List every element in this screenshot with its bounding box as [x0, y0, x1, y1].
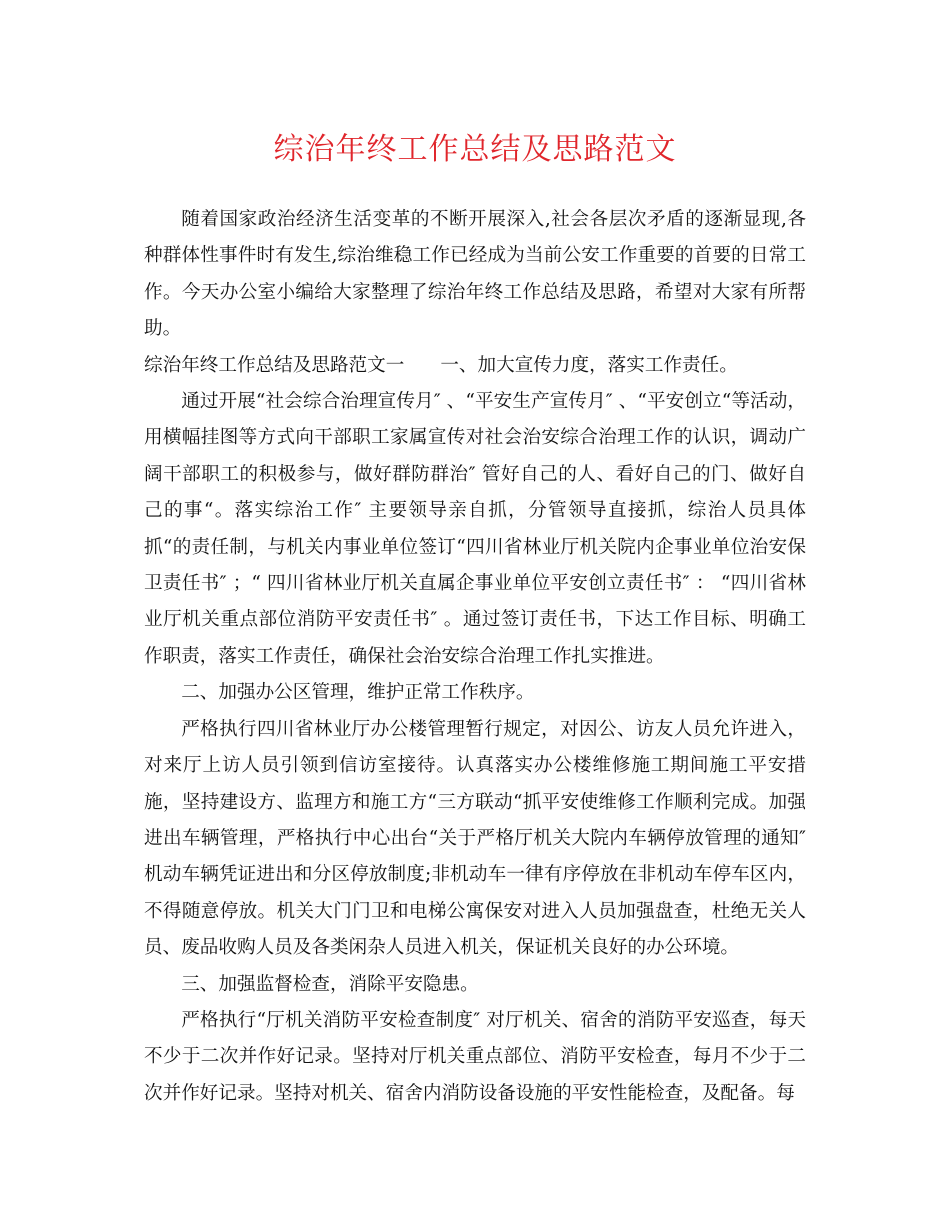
section3-heading: 三、加强监督检查，消除平安隐患。 [181, 973, 479, 995]
document-title: 综治年终工作总结及思路范文 [273, 132, 677, 167]
section3-paragraph: 严格执行“厅机关消防平安检查制度″ 对厅机关、宿舍的消防平安巡查，每天不少于二次并作好记录。坚持对厅机关重点部位、消防平安检查，每月不少于二次并作好记录。坚持对机关、宿舍内消防设备设施的平安性能检查，及配备。每 [144, 1009, 806, 1104]
sample-heading-line [144, 348, 806, 384]
document-body [144, 202, 806, 1112]
section2-heading: 二、加强办公区管理，维护正常工作秩序。 [181, 682, 535, 704]
section2-paragraph: 严格执行四川省林业厅办公楼管理暂行规定，对因公、访友人员允许进入，对来厅上访人员引领到信访室接待。认真落实办公楼维修施工期间施工平安措施，坚持建设方、监理方和施工方“三方联动“抓平安使维修工作顺利完成。加强进出车辆管理，严格执行中心出台“关于严格厅机关大院内车辆停放管理的通知″ 机动车辆凭证进出和分区停放制度;非机动车一律有序停放在非机动车停车区内，不得随意停放。机关大门门卫和电梯公寓保安对进入人员加强盘查，杜绝无关人员、废品收购人员及各类闲杂人员进入机关，保证机关良好的办公环境。 [144, 718, 806, 959]
intro-paragraph: 随着国家政治经济生活变革的不断开展深入,社会各层次矛盾的逐渐显现,各种群体性事件时有发生,综治维稳工作已经成为当前公安工作重要的首要的日常工作。今天办公室小编给大家整理了综治年终工作总结及思路，希望对大家有所帮助。 [144, 209, 806, 340]
sample-label: 综治年终工作总结及思路范文一 [144, 354, 405, 376]
section1-heading: 一、加大宣传力度，落实工作责任。 [440, 354, 738, 376]
section1-paragraph: 通过开展“社会综合治理宣传月″ 、“平安生产宣传月″ 、“平安创立“等活动，用横幅挂图等方式向干部职工家属宣传对社会治安综合治理工作的认识，调动广阔干部职工的积极参与，做好群防群治″ 管好自己的人、看好自己的门、做好自己的事“。落实综治工作″ 主要领导亲自抓，分管领导直接抓，综治人员具体抓“的责任制，与机关内事业单位签订“四川省林业厅机关院内企事业单位治安保卫责任书″ ；“ 四川省林业厅机关直属企事业单位平安创立责任书″ ： “四川省林业厅机关重点部位消防平安责任书″ 。通过签订责任书，下达工作目标、明确工作职责，落实工作责任，确保社会治安综合治理工作扎实推进。 [144, 391, 806, 667]
